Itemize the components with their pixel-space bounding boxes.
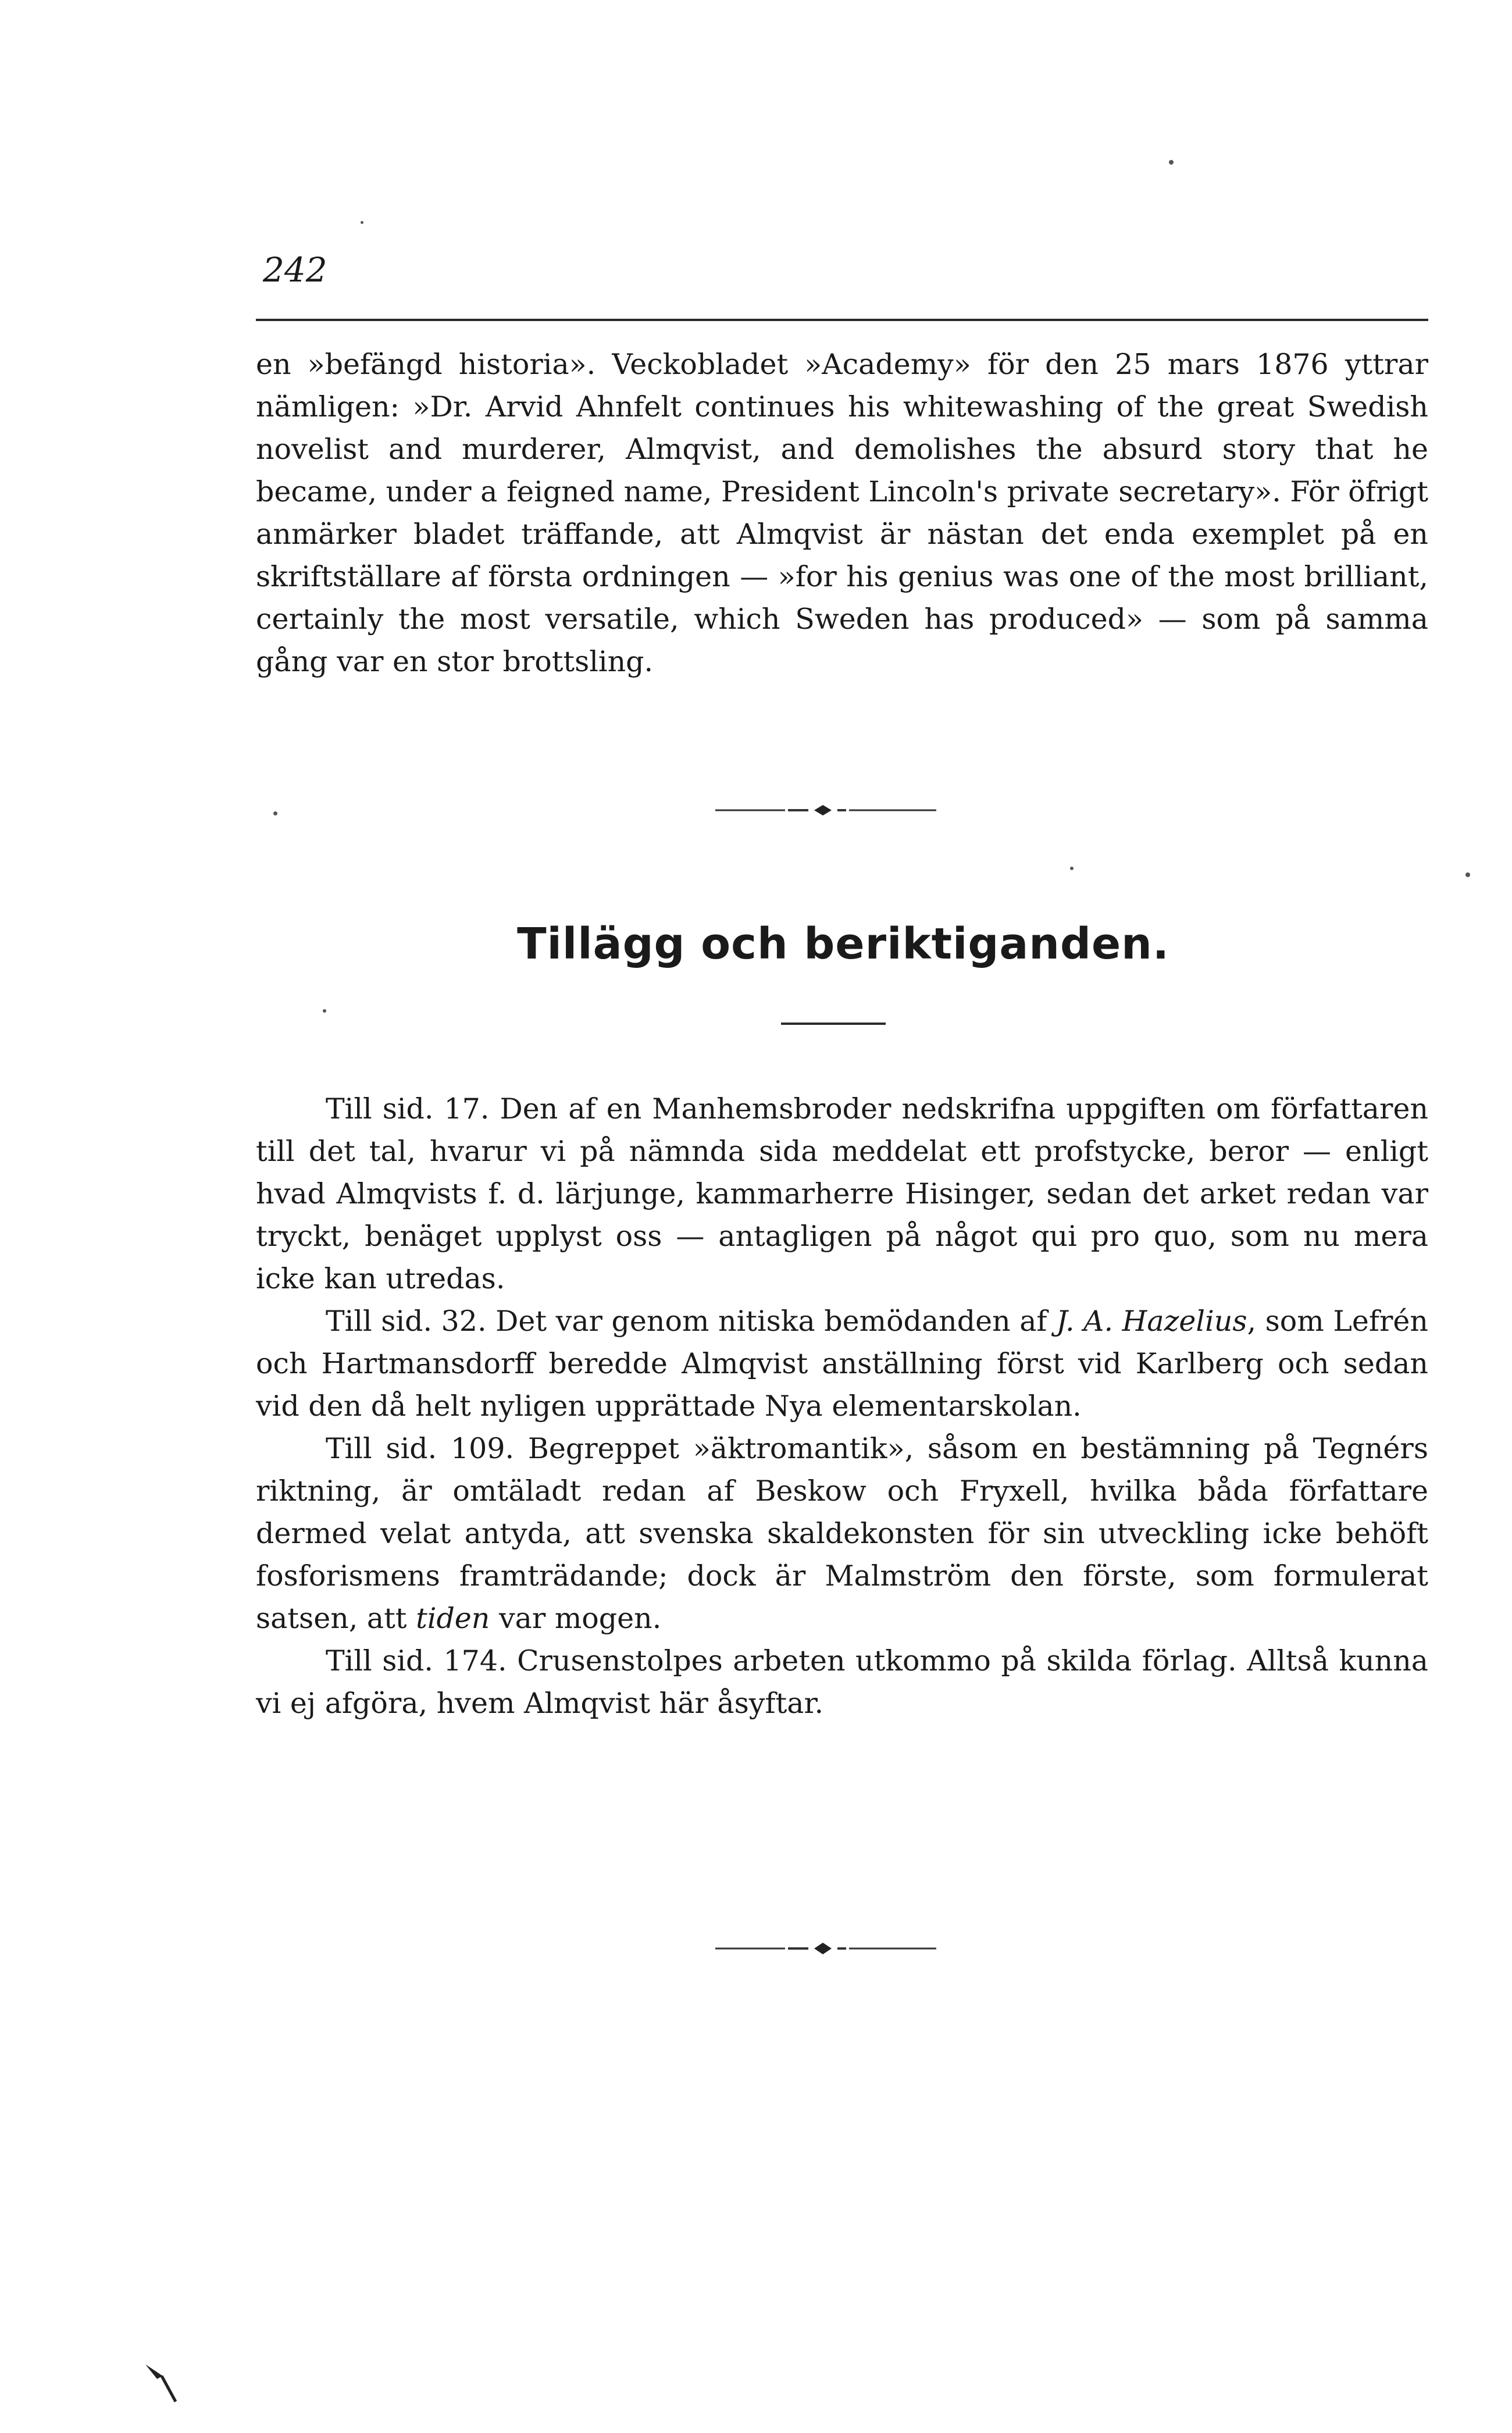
scan-speck — [361, 221, 363, 224]
addendum-item: Till sid. 174. Crusenstolpes arbeten utkommo på skilda förlag. Alltså kunna vi ej afgöra, hvem Almqvist här åsyftar. — [256, 1644, 1428, 1720]
paragraph-text: en »befängd historia». Veckobladet »Academy» för den 25 mars 1876 yttrar nämligen: »Dr. Arvid Ahnfelt continues his whitewashing of the great Swedish novelist and murderer, Almqvist, and demolishes the absurd story that he became, under a feigned name, President Lincoln's private secretary». För öfrigt anmärker bladet träffande, att Almqvist är nästan det enda exemplet på en skriftställare af första ordningen — »for his genius was one of the most brilliant, certainly the most versatile, which Sweden has produced» — som på samma gång var en stor brottsling. — [256, 348, 1428, 678]
scan-speck — [273, 811, 277, 815]
header-rule — [256, 319, 1428, 321]
ornament-divider — [715, 1940, 936, 1957]
addenda-list — [256, 1088, 1428, 1725]
addendum-emphasis: tiden — [416, 1602, 490, 1635]
ornament-divider — [715, 801, 936, 819]
addendum-text: Till sid. 109. Begreppet »äktromantik», såsom en bestämning på Tegnérs riktning, är omtäladt redan af Beskow och Fryxell, hvilka båda författare dermed velat antyda, att svenska skaldekonsten för sin utveckling icke behöft fosforismens framträdande; dock är Malmström den förste, som formulerat satsen, att — [256, 1432, 1428, 1635]
scan-speck — [1465, 872, 1470, 877]
scan-speck — [1169, 160, 1174, 165]
scan-speck — [323, 1009, 326, 1013]
title-rule — [781, 1023, 886, 1025]
scan-speck — [1070, 867, 1074, 870]
continued-paragraph — [256, 343, 1428, 683]
addendum-item — [256, 1300, 1428, 1427]
addendum-text: var mogen. — [490, 1602, 662, 1635]
section-title: Tillägg och beriktiganden. — [517, 919, 1169, 969]
addendum-item: Till sid. 17. Den af en Manhemsbroder nedskrifna uppgiften om författaren till det tal, hvarur vi på nämnda sida meddelat ett profstycke, beror — enligt hvad Almqvists f. d. lärjunge, kammarherre Hisinger, sedan det arket redan var tryckt, benäget upplyst oss — antagligen på något qui pro quo, som nu mera icke kan utredas. — [256, 1092, 1428, 1295]
addendum-text: , som Lefrén och Hartmansdorff beredde Almqvist anställning först vid Karlberg och sedan vid den då helt nyligen upprättade Nya elementarskolan. — [256, 1305, 1428, 1423]
addendum-item — [256, 1427, 1428, 1640]
scan-mark — [140, 2359, 186, 2405]
page-number: 242 — [263, 250, 327, 290]
addendum-text: Till sid. 32. Det var genom nitiska bemödanden af — [326, 1305, 1057, 1338]
addendum-name: J. A. Hazelius — [1056, 1305, 1247, 1338]
